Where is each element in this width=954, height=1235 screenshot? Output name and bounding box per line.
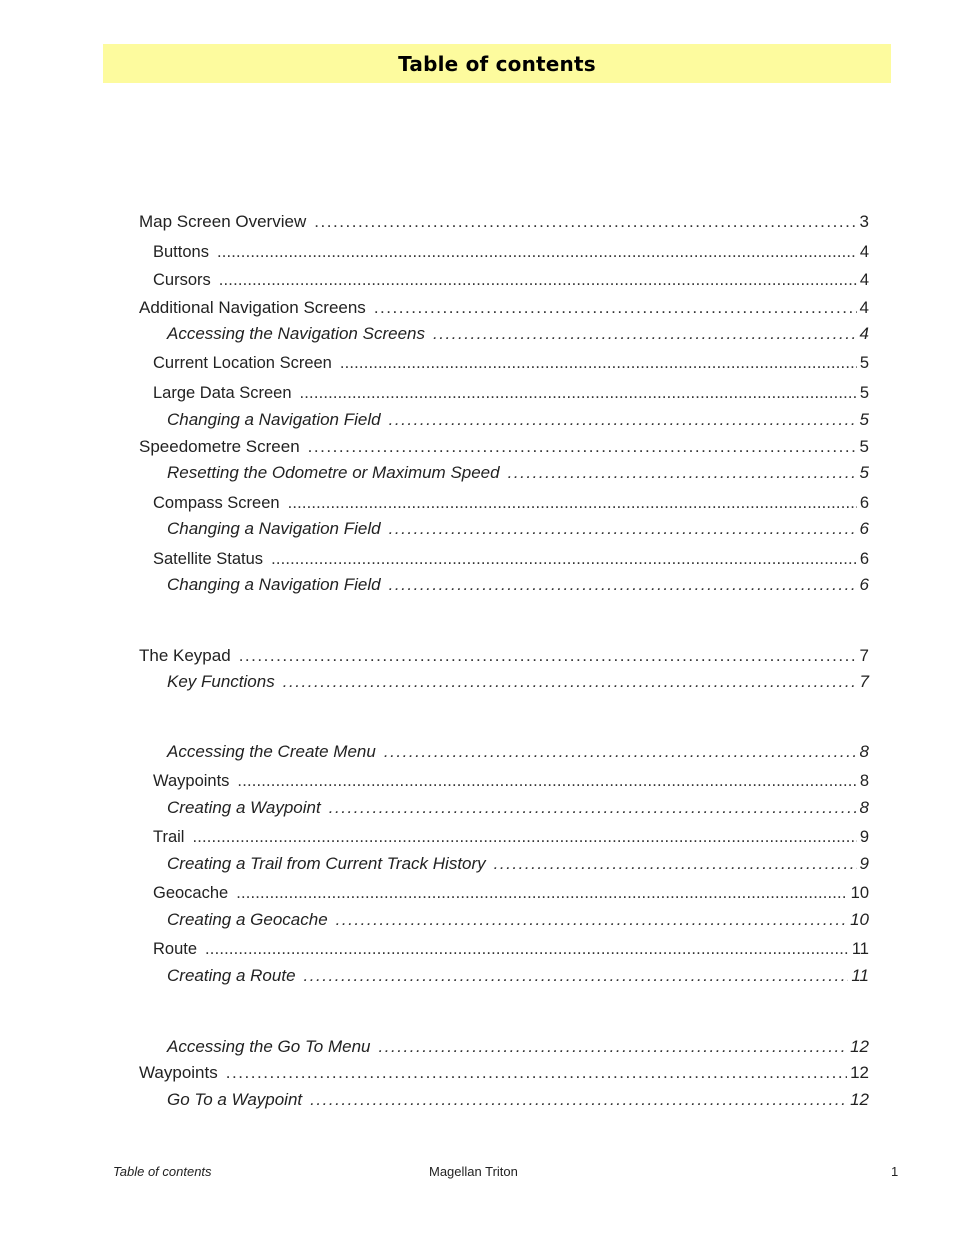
dot-leader <box>205 940 849 959</box>
toc-entry-label: Buttons <box>153 243 209 261</box>
toc-entry-label: Accessing the Create Menu <box>167 742 376 761</box>
toc-page-number: 5 <box>859 410 869 429</box>
toc-entry-label: Large Data Screen <box>153 384 292 402</box>
toc-entry-label: Creating a Geocache <box>167 910 328 929</box>
toc-entry[interactable] <box>167 798 869 818</box>
toc-entry[interactable] <box>153 271 869 290</box>
footer-section-title: Table of contents <box>113 1164 212 1179</box>
dot-leader <box>226 1063 847 1083</box>
toc-entry-label: Go To a Waypoint <box>167 1090 303 1109</box>
toc-entry[interactable] <box>153 494 869 513</box>
toc-entry-label: Accessing the Navigation Screens <box>167 324 425 343</box>
dot-leader <box>389 410 857 430</box>
toc-entry[interactable] <box>167 1037 869 1057</box>
toc-page-number: 12 <box>850 1090 869 1109</box>
toc-entry-label: Satellite Status <box>153 550 264 568</box>
dot-leader <box>219 271 857 290</box>
toc-entry[interactable] <box>167 854 869 874</box>
toc-entry-label: The Keypad <box>139 646 231 665</box>
toc-entry-label: Current Location Screen <box>153 354 332 372</box>
dot-leader <box>389 575 857 595</box>
toc-entry[interactable] <box>167 519 869 539</box>
dot-leader <box>389 519 857 539</box>
toc-entry[interactable] <box>167 1090 869 1110</box>
toc-entry-label: Route <box>153 940 198 958</box>
toc-entry[interactable] <box>139 437 869 457</box>
toc-page-number: 5 <box>859 354 869 372</box>
toc-entry[interactable] <box>153 940 869 959</box>
toc-page-number: 12 <box>850 1063 869 1082</box>
toc-entry[interactable] <box>139 1063 869 1083</box>
dot-leader <box>508 463 857 483</box>
toc-page-number: 7 <box>859 672 869 691</box>
dot-leader <box>329 798 857 818</box>
toc-entry-label: Key Functions <box>167 672 275 691</box>
toc-page-number: 4 <box>859 271 869 289</box>
dot-leader <box>494 854 857 874</box>
toc-entry[interactable] <box>153 354 869 373</box>
toc-entry[interactable] <box>167 672 869 692</box>
toc-entry[interactable] <box>167 742 869 762</box>
toc-page-number: 5 <box>859 463 869 482</box>
toc-entry[interactable] <box>153 384 869 403</box>
dot-leader <box>236 884 847 903</box>
toc-page-number: 5 <box>859 384 869 402</box>
dot-leader <box>300 384 857 403</box>
toc-entry-label: Compass Screen <box>153 494 280 512</box>
toc-page-number: 9 <box>859 828 869 846</box>
dot-leader <box>271 550 857 569</box>
toc-entry-label: Changing a Navigation Field <box>167 519 381 538</box>
dot-leader <box>237 772 856 791</box>
toc-entry[interactable] <box>167 966 869 986</box>
toc-entry-label: Changing a Navigation Field <box>167 575 381 594</box>
toc-entry[interactable] <box>167 324 869 344</box>
dot-leader <box>310 1090 847 1110</box>
toc-entry-label: Creating a Waypoint <box>167 798 321 817</box>
dot-leader <box>304 966 849 986</box>
toc-entry-label: Creating a Route <box>167 966 296 985</box>
dot-leader <box>288 494 857 513</box>
footer-product-name: Magellan Triton <box>429 1164 518 1179</box>
toc-page-number: 4 <box>859 243 869 261</box>
dot-leader <box>314 212 856 232</box>
toc-entry-label: Speedometre Screen <box>139 437 300 456</box>
toc-entry-label: Additional Navigation Screens <box>139 298 366 317</box>
toc-page-number: 10 <box>850 884 869 902</box>
toc-page-number: 6 <box>859 550 869 568</box>
toc-page-number: 11 <box>851 966 869 985</box>
dot-leader <box>217 243 857 262</box>
dot-leader <box>192 828 856 847</box>
dot-leader <box>283 672 857 692</box>
toc-entry[interactable] <box>153 550 869 569</box>
toc-entry-label: Map Screen Overview <box>139 212 307 231</box>
dot-leader <box>374 298 857 318</box>
page-title: Table of contents <box>398 51 596 76</box>
toc-entry[interactable] <box>167 463 869 483</box>
toc-entry[interactable] <box>153 772 869 791</box>
dot-leader <box>379 1037 848 1057</box>
toc-page-number: 4 <box>859 324 869 343</box>
toc-entry[interactable] <box>167 410 869 430</box>
toc-entry-label: Resetting the Odometre or Maximum Speed <box>167 463 500 482</box>
toc-page-number: 12 <box>850 1037 869 1056</box>
toc-page-number: 8 <box>859 742 869 761</box>
toc-entry-label: Changing a Navigation Field <box>167 410 381 429</box>
toc-entry-label: Waypoints <box>153 772 230 790</box>
dot-leader <box>384 742 857 762</box>
toc-entry-label: Geocache <box>153 884 229 902</box>
toc-page-number: 8 <box>859 798 869 817</box>
toc-entry[interactable] <box>153 243 869 262</box>
dot-leader <box>340 354 857 373</box>
toc-entry[interactable] <box>153 828 869 847</box>
toc-page-number: 8 <box>859 772 869 790</box>
toc-entry[interactable] <box>139 212 869 232</box>
toc-entry-label: Trail <box>153 828 185 846</box>
dot-leader <box>336 910 847 930</box>
toc-entry-label: Accessing the Go To Menu <box>167 1037 371 1056</box>
toc-entry[interactable] <box>167 910 869 930</box>
toc-page-number: 6 <box>859 494 869 512</box>
toc-page-number: 10 <box>850 910 869 929</box>
toc-page-number: 6 <box>859 575 869 594</box>
toc-entry[interactable] <box>153 884 869 903</box>
toc-page-number: 11 <box>851 940 869 958</box>
dot-leader <box>239 646 857 666</box>
toc-page-number: 3 <box>859 212 869 231</box>
page-title-banner <box>103 44 891 83</box>
toc-page-number: 9 <box>859 854 869 873</box>
toc-entry-label: Cursors <box>153 271 211 289</box>
toc-entry[interactable] <box>167 575 869 595</box>
toc-page-number: 7 <box>859 646 869 665</box>
footer-page-number: 1 <box>891 1164 899 1179</box>
dot-leader <box>433 324 857 344</box>
toc-entry-label: Waypoints <box>139 1063 218 1082</box>
toc-page-number: 4 <box>859 298 869 317</box>
toc-page-number: 5 <box>859 437 869 456</box>
toc-entry[interactable] <box>139 298 869 318</box>
toc-entry[interactable] <box>139 646 869 666</box>
toc-entry-label: Creating a Trail from Current Track History <box>167 854 486 873</box>
dot-leader <box>308 437 857 457</box>
toc-page-number: 6 <box>859 519 869 538</box>
